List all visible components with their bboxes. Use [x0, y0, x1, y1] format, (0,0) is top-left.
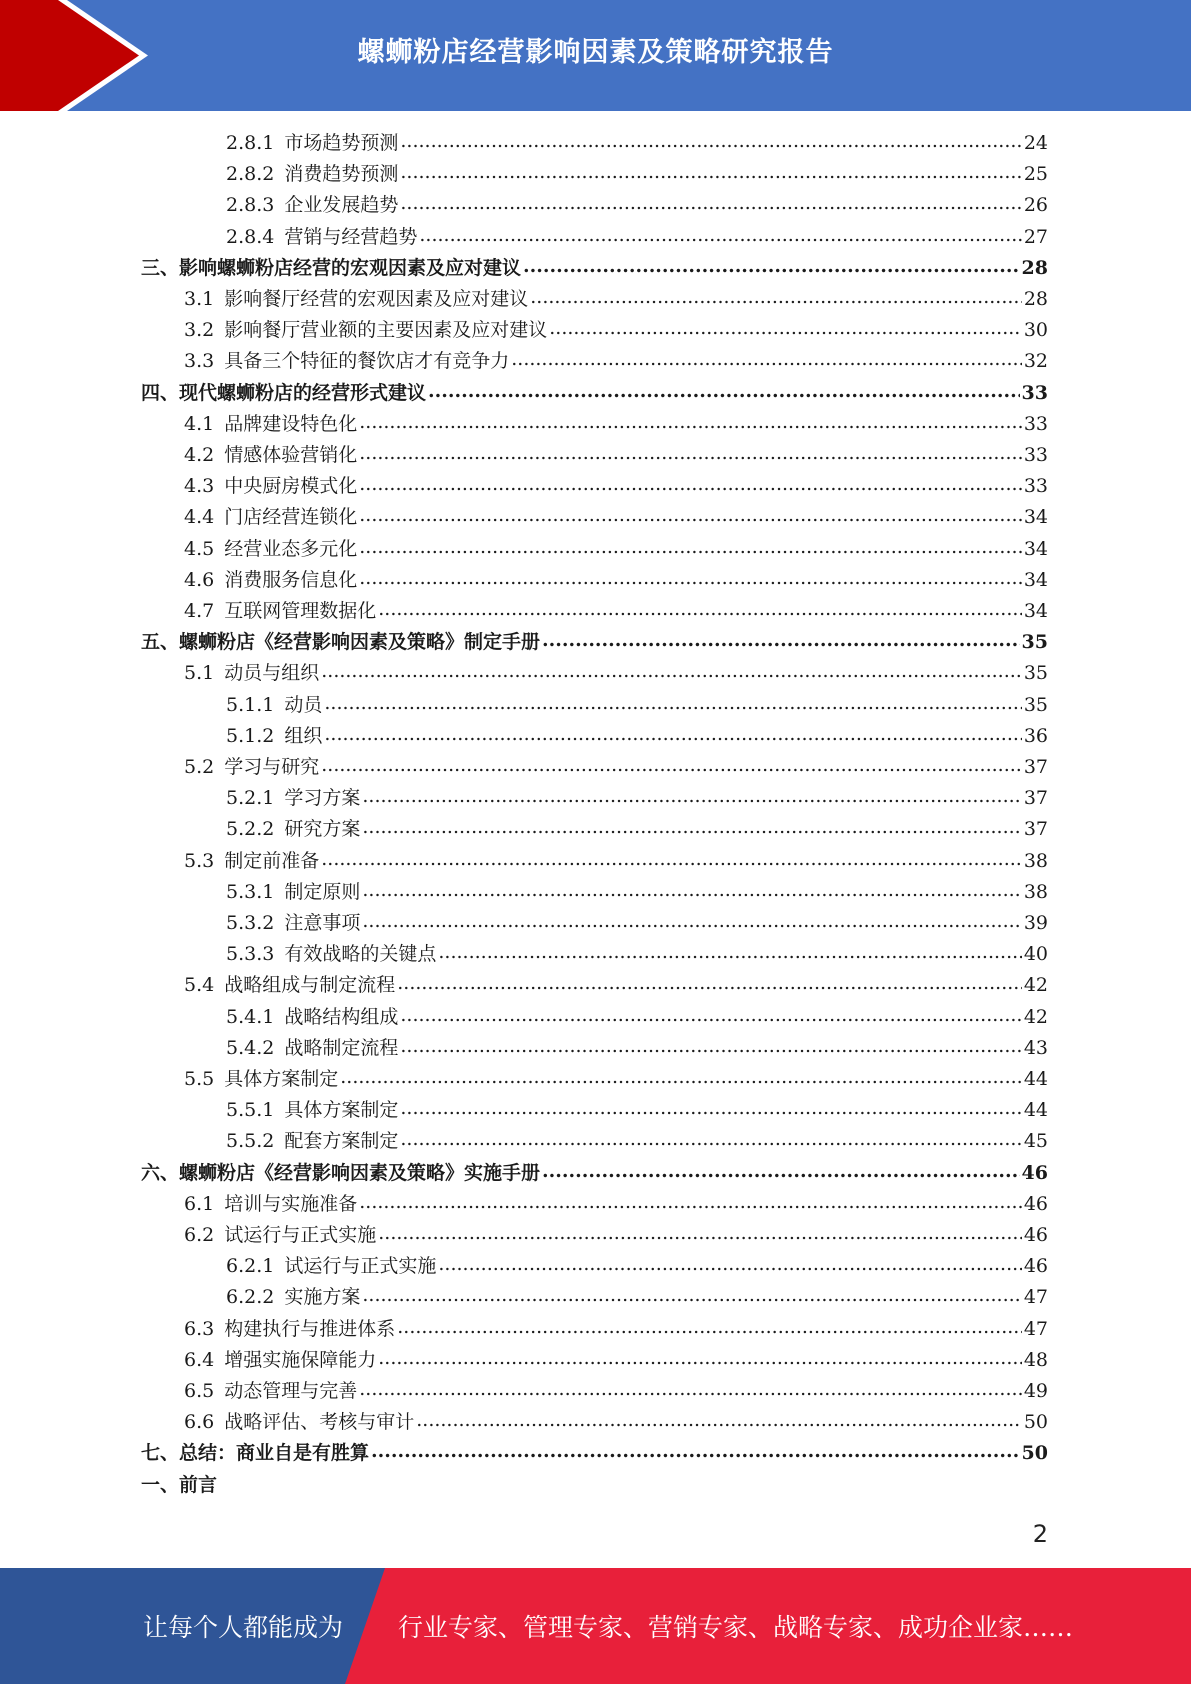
toc-dot-leader: [340, 1062, 1022, 1093]
toc-entry-number: 4.6: [184, 568, 215, 591]
toc-entry-title: 学习与研究: [224, 756, 320, 778]
toc-entry-number: 4.4: [184, 506, 215, 529]
toc-entry-number: 4.7: [184, 600, 215, 622]
toc-entry-page: 45: [1023, 1130, 1048, 1153]
toc-dot-leader: [400, 1031, 1021, 1062]
toc-entry-number: 6.6: [184, 1411, 215, 1434]
toc-entry[interactable]: [226, 690, 1048, 721]
toc-entry-number: 5.4: [184, 974, 215, 997]
toc-dot-leader: [428, 376, 1020, 407]
toc-entry-number: 6.5: [184, 1380, 215, 1402]
toc-entry-number: 5.1: [184, 662, 215, 685]
toc-entry[interactable]: [184, 565, 1048, 596]
toc-entry-number: 3.1: [184, 288, 215, 310]
toc-entry[interactable]: [184, 1189, 1048, 1220]
toc-entry[interactable]: [226, 128, 1048, 159]
footer-slogan-right: 行业专家、管理专家、营销专家、战略专家、成功企业家……: [398, 1613, 1074, 1642]
toc-entry[interactable]: [226, 877, 1048, 908]
toc-entry-page: 33: [1023, 412, 1048, 435]
toc-dot-leader: [378, 594, 1022, 625]
toc-dot-leader: [400, 1124, 1021, 1155]
toc-entry[interactable]: [141, 253, 1048, 284]
toc-entry[interactable]: [184, 315, 1048, 346]
toc-entry-title: 有效战略的关键点: [284, 943, 437, 966]
toc-entry-page: 28: [1021, 256, 1048, 279]
toc-entry-number: 5.5.1: [226, 1099, 275, 1122]
toc-entry[interactable]: [226, 783, 1048, 814]
toc-entry-title: 试运行与正式实施: [284, 1255, 437, 1278]
toc-dot-leader: [511, 344, 1022, 375]
toc-entry-title: 影响餐厅营业额的主要因素及应对建议: [224, 319, 548, 342]
toc-dot-leader: [324, 688, 1021, 719]
toc-entry[interactable]: [226, 814, 1048, 845]
toc-entry-title: 三、影响螺蛳粉店经营的宏观因素及应对建议: [141, 256, 522, 279]
page-footer: [0, 1568, 1191, 1684]
toc-entry-number: 5.5.2: [226, 1130, 275, 1153]
toc-entry-page: 34: [1023, 568, 1048, 591]
toc-entry-number: 5.1.1: [226, 693, 275, 716]
toc-entry[interactable]: [226, 1126, 1048, 1157]
toc-entry[interactable]: [226, 1282, 1048, 1313]
toc-entry-number: 4.5: [184, 537, 215, 560]
toc-dot-leader: [438, 1249, 1021, 1280]
toc-entry-number: 5.2.1: [226, 787, 275, 810]
toc-dot-leader: [523, 251, 1020, 282]
toc-entry-page: 38: [1023, 880, 1048, 903]
toc-entry[interactable]: [184, 1220, 1048, 1251]
toc-entry-page: 34: [1023, 506, 1048, 529]
toc-entry-title: 经营业态多元化: [224, 537, 358, 560]
toc-entry-page: 35: [1021, 631, 1048, 654]
toc-entry-page: 37: [1023, 756, 1048, 778]
toc-entry-title: 动态管理与完善: [224, 1380, 358, 1402]
toc-entry[interactable]: [184, 284, 1048, 315]
toc-entry-page: 39: [1023, 912, 1048, 934]
toc-entry-title: 消费服务信息化: [224, 568, 358, 591]
toc-entry[interactable]: [226, 222, 1048, 253]
toc-entry-number: 3.3: [184, 350, 215, 373]
toc-entry[interactable]: [184, 752, 1048, 783]
toc-entry-title: 六、螺蛳粉店《经营影响因素及策略》实施手册: [141, 1161, 541, 1184]
toc-entry-title: 企业发展趋势: [284, 194, 399, 217]
toc-entry-title: 学习方案: [284, 787, 361, 810]
toc-entry[interactable]: [184, 596, 1048, 627]
toc-entry-title: 具体方案制定: [284, 1099, 399, 1122]
toc-entry[interactable]: [226, 908, 1048, 939]
toc-entry[interactable]: [184, 1314, 1048, 1345]
toc-entry-number: 5.3.2: [226, 912, 275, 934]
toc-entry-title: 战略制定流程: [284, 1036, 399, 1059]
toc-entry-page: 47: [1023, 1286, 1048, 1309]
toc-entry-page: 36: [1023, 724, 1048, 747]
toc-dot-leader: [397, 1312, 1022, 1343]
toc-entry-number: 2.8.4: [226, 225, 275, 248]
toc-entry-number: 5.4.2: [226, 1036, 275, 1059]
toc-dot-leader: [378, 1218, 1022, 1249]
toc-entry-number: 5.3: [184, 849, 215, 872]
toc-dot-leader: [359, 469, 1022, 500]
toc-entry[interactable]: [141, 1470, 1048, 1501]
toc-dot-leader: [359, 532, 1022, 563]
toc-entry-page: 43: [1023, 1036, 1048, 1059]
toc-entry[interactable]: [226, 1033, 1048, 1064]
toc-dot-leader: [359, 500, 1022, 531]
toc-dot-leader: [549, 313, 1022, 344]
toc-entry[interactable]: [184, 409, 1048, 440]
toc-dot-leader: [400, 1000, 1021, 1031]
toc-entry-title: 市场趋势预测: [284, 132, 399, 154]
toc-entry[interactable]: [184, 346, 1048, 377]
toc-entry-number: 4.2: [184, 444, 215, 466]
toc-entry-page: 35: [1023, 693, 1048, 716]
toc-dot-leader: [542, 1156, 1020, 1187]
toc-entry-page: 46: [1023, 1255, 1048, 1278]
toc-entry-page: 37: [1023, 787, 1048, 810]
toc-entry-page: 46: [1023, 1192, 1048, 1215]
toc-entry[interactable]: [226, 1002, 1048, 1033]
toc-dot-leader: [400, 188, 1021, 219]
toc-entry-title: 具体方案制定: [224, 1068, 339, 1090]
toc-entry-page: 46: [1021, 1161, 1048, 1184]
toc-entry-title: 营销与经营趋势: [284, 225, 418, 248]
toc-entry-title: 注意事项: [284, 912, 361, 934]
toc-entry[interactable]: [184, 658, 1048, 689]
toc-dot-leader: [400, 1093, 1021, 1124]
toc-entry-page: 50: [1023, 1411, 1048, 1434]
toc-entry-title: 门店经营连锁化: [224, 506, 358, 529]
toc-entry-page: 48: [1023, 1348, 1048, 1371]
toc-entry-page: 44: [1023, 1068, 1048, 1090]
toc-entry-number: 2.8.2: [226, 163, 275, 186]
toc-entry[interactable]: [141, 627, 1048, 658]
toc-entry-page: 46: [1023, 1224, 1048, 1246]
toc-entry-title: 战略评估、考核与审计: [224, 1411, 415, 1434]
toc-entry-title: 构建执行与推进体系: [224, 1317, 396, 1340]
toc-entry-number: 5.3.1: [226, 880, 275, 903]
toc-dot-leader: [359, 1187, 1022, 1218]
toc-entry[interactable]: [184, 1345, 1048, 1376]
toc-entry-title: 制定原则: [284, 880, 361, 903]
toc-entry-title: 战略组成与制定流程: [224, 974, 396, 997]
toc-entry[interactable]: [184, 502, 1048, 533]
toc-entry-title: 互联网管理数据化: [224, 600, 377, 622]
toc-entry-title: 中央厨房模式化: [224, 475, 358, 498]
toc-entry[interactable]: [184, 970, 1048, 1001]
toc-dot-leader: [324, 719, 1021, 750]
toc-entry-page: 25: [1023, 163, 1048, 186]
toc-dot-leader: [359, 407, 1022, 438]
toc-dot-leader: [400, 157, 1021, 188]
toc-entry[interactable]: [226, 939, 1048, 970]
toc-entry-page: 42: [1023, 974, 1048, 997]
toc-dot-leader: [419, 220, 1021, 251]
toc-entry-title: 五、螺蛳粉店《经营影响因素及策略》制定手册: [141, 631, 541, 654]
toc-entry[interactable]: [184, 471, 1048, 502]
toc-entry-title: 战略结构组成: [284, 1005, 399, 1028]
toc-entry[interactable]: [141, 1438, 1048, 1469]
toc-entry-page: 34: [1023, 537, 1048, 560]
toc-entry-page: 44: [1023, 1099, 1048, 1122]
toc-entry-title: 试运行与正式实施: [224, 1224, 377, 1246]
toc-entry-page: 40: [1023, 943, 1048, 966]
toc-entry[interactable]: [184, 1064, 1048, 1095]
toc-entry-title: 动员: [284, 693, 323, 716]
toc-entry-page: 32: [1023, 350, 1048, 373]
toc-entry-title: 增强实施保障能力: [224, 1348, 377, 1371]
toc-entry-title: 品牌建设特色化: [224, 412, 358, 435]
toc-entry[interactable]: [184, 440, 1048, 471]
toc-entry[interactable]: [226, 190, 1048, 221]
toc-dot-leader: [362, 781, 1021, 812]
toc-entry-title: 具备三个特征的餐饮店才有竞争力: [224, 350, 510, 373]
toc-entry-number: 6.2: [184, 1224, 215, 1246]
toc-entry-title: 四、现代螺蛳粉店的经营形式建议: [141, 381, 427, 404]
toc-entry-title: 组织: [284, 724, 323, 747]
toc-entry-page: 47: [1023, 1317, 1048, 1340]
toc-entry[interactable]: [226, 721, 1048, 752]
toc-entry-number: 6.1: [184, 1192, 215, 1215]
toc-entry[interactable]: [184, 1407, 1048, 1438]
toc-entry-title: 消费趋势预测: [284, 163, 399, 186]
toc-dot-leader: [359, 1374, 1022, 1405]
toc-entry[interactable]: [184, 1376, 1048, 1407]
toc-entry[interactable]: [184, 534, 1048, 565]
toc-entry-number: 5.2: [184, 756, 215, 778]
toc-entry-number: 4.1: [184, 412, 215, 435]
toc-entry-number: 2.8.3: [226, 194, 275, 217]
toc-entry[interactable]: [226, 1095, 1048, 1126]
toc-dot-leader: [362, 906, 1021, 937]
toc-entry[interactable]: [226, 159, 1048, 190]
toc-dot-leader: [416, 1405, 1022, 1436]
toc-dot-leader: [362, 812, 1021, 843]
toc-entry-number: 3.2: [184, 319, 215, 342]
toc-entry-title: 影响餐厅经营的宏观因素及应对建议: [224, 288, 529, 310]
toc-dot-leader: [321, 750, 1022, 781]
toc-entry-page: 27: [1023, 225, 1048, 248]
toc-entry-page: 35: [1023, 662, 1048, 685]
toc-entry-number: 5.1.2: [226, 724, 275, 747]
toc-entry-title: 情感体验营销化: [224, 444, 358, 466]
toc-dot-leader: [378, 1343, 1022, 1374]
toc-entry-page: 50: [1021, 1442, 1048, 1465]
toc-entry[interactable]: [141, 378, 1048, 409]
page-header: [0, 0, 1191, 111]
toc-entry-page: 34: [1023, 600, 1048, 622]
toc-entry-page: 28: [1023, 288, 1048, 310]
toc-dot-leader: [397, 968, 1022, 999]
toc-entry-number: 6.4: [184, 1348, 215, 1371]
toc-entry-page: 38: [1023, 849, 1048, 872]
toc-entry-page: 26: [1023, 194, 1048, 217]
toc-entry-number: 6.3: [184, 1317, 215, 1340]
toc-entry-page: 30: [1023, 319, 1048, 342]
page-title: 螺蛳粉店经营影响因素及策略研究报告: [357, 37, 834, 68]
toc-entry-title: 制定前准备: [224, 849, 320, 872]
toc-entry-title: 动员与组织: [224, 662, 320, 685]
toc-dot-leader: [530, 282, 1022, 313]
toc-entry-number: 4.3: [184, 475, 215, 498]
toc-entry-number: 6.2.2: [226, 1286, 275, 1309]
toc-entry-page: 33: [1023, 444, 1048, 466]
toc-entry-number: 5.3.3: [226, 943, 275, 966]
toc-dot-leader: [321, 844, 1022, 875]
toc-entry-title: 一、前言: [141, 1473, 218, 1496]
footer-slogan-left: 让每个人都能成为: [143, 1613, 344, 1642]
toc-dot-leader: [359, 438, 1022, 469]
toc-entry-number: 6.2.1: [226, 1255, 275, 1278]
toc-entry-page: 42: [1023, 1005, 1048, 1028]
page-number: 2: [1032, 1520, 1048, 1548]
toc-entry-page: 24: [1023, 132, 1048, 154]
toc-entry-page: 33: [1023, 475, 1048, 498]
toc-dot-leader: [362, 1280, 1021, 1311]
toc-dot-leader: [542, 625, 1020, 656]
toc-entry-title: 七、总结：商业自是有胜算: [141, 1442, 370, 1465]
toc-dot-leader: [362, 875, 1021, 906]
toc-entry[interactable]: [141, 1158, 1048, 1189]
toc-entry-number: 5.5: [184, 1068, 215, 1090]
toc-dot-leader: [371, 1436, 1020, 1467]
toc-entry-page: 37: [1023, 818, 1048, 841]
toc-dot-leader: [438, 937, 1021, 968]
toc-entry-number: 2.8.1: [226, 132, 275, 154]
toc-entry[interactable]: [184, 846, 1048, 877]
toc-dot-leader: [359, 563, 1022, 594]
toc-entry[interactable]: [226, 1251, 1048, 1282]
toc-entry-number: 5.2.2: [226, 818, 275, 841]
toc-entry-title: 研究方案: [284, 818, 361, 841]
toc-entry-title: 配套方案制定: [284, 1130, 399, 1153]
toc-dot-leader: [400, 126, 1021, 157]
toc-entry-page: 49: [1023, 1380, 1048, 1402]
toc-entry-title: 实施方案: [284, 1286, 361, 1309]
toc-dot-leader: [321, 656, 1022, 687]
toc-entry-page: 33: [1021, 381, 1048, 404]
toc-entry-title: 培训与实施准备: [224, 1192, 358, 1215]
toc-entry-number: 5.4.1: [226, 1005, 275, 1028]
